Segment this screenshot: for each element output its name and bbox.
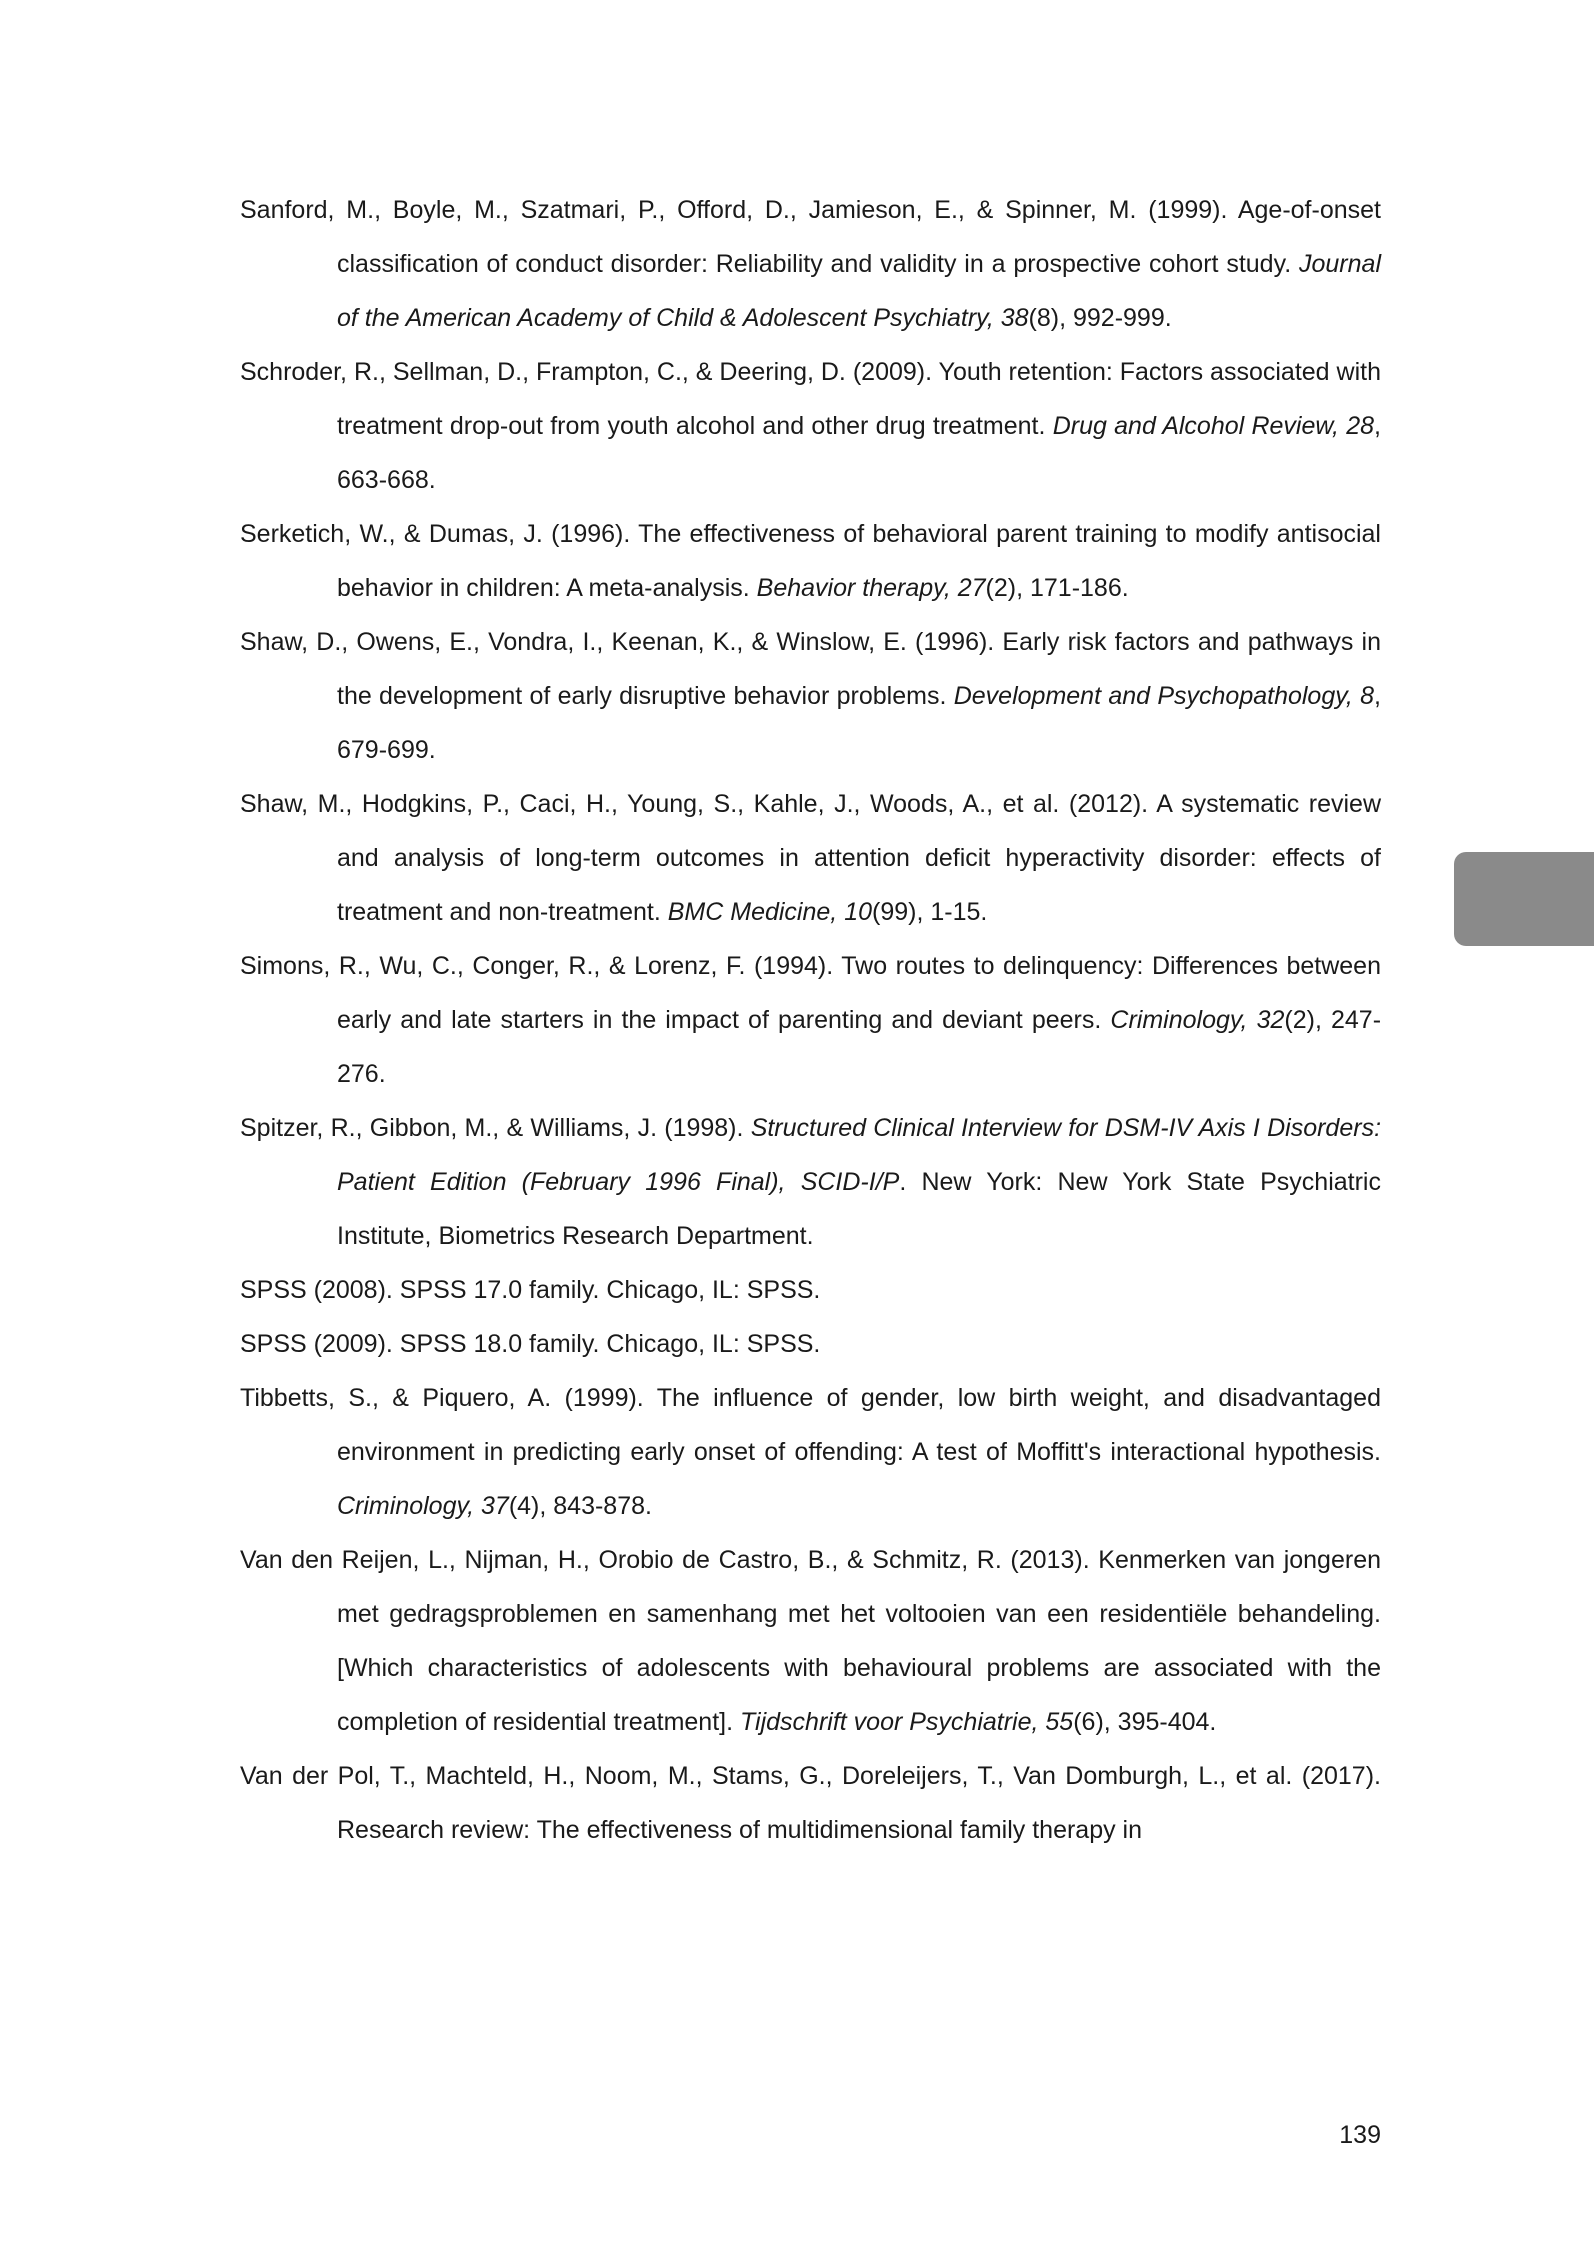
- reference-source-italic: Development and Psychopathology, 8: [953, 682, 1375, 710]
- page-number: 139: [1339, 2121, 1381, 2149]
- reference-text: (6), 395-404.: [1073, 1708, 1217, 1736]
- reference-entry: [240, 1371, 1381, 1533]
- reference-source-italic: Criminology, 32: [1110, 1006, 1285, 1034]
- reference-text: (8), 992-999.: [1028, 304, 1172, 332]
- reference-text: Van der Pol, T., Machteld, H., Noom, M., Stams, G., Doreleijers, T., Van Domburgh, L., et al. (2017). Research review: The effectiveness of multidimensional family therapy in: [240, 1762, 1381, 1844]
- reference-text: . New York: New York State Psychiatric Institute, Biometrics Research Department.: [337, 1168, 1381, 1250]
- reference-source-italic: Drug and Alcohol Review, 28: [1052, 412, 1375, 440]
- reference-source-italic: Structured Clinical Interview for DSM-IV Axis I Disorders: Patient Edition (February 1996 Final), SCID-I/P: [337, 1114, 1382, 1196]
- reference-text: SPSS (2008). SPSS 17.0 family. Chicago, IL: SPSS.: [240, 1276, 821, 1304]
- reference-text: Sanford, M., Boyle, M., Szatmari, P., Offord, D., Jamieson, E., & Spinner, M. (1999). Age-of-onset classification of conduct disorder: Reliability and validity in a prospective cohort study.: [240, 196, 1381, 278]
- reference-entry: [240, 939, 1381, 1101]
- reference-text: Shaw, D., Owens, E., Vondra, I., Keenan, K., & Winslow, E. (1996). Early risk factors and pathways in the development of early disruptive behavior problems.: [240, 628, 1381, 710]
- chapter-tab-marker: [1454, 852, 1594, 946]
- reference-entry: [240, 345, 1381, 507]
- reference-entry: [240, 183, 1381, 345]
- reference-entry: [240, 507, 1381, 615]
- reference-text: , 679-699.: [337, 682, 1381, 764]
- reference-text: , 663-668.: [337, 412, 1381, 494]
- reference-entry: [240, 1263, 1381, 1317]
- reference-source-italic: Behavior therapy, 27: [756, 574, 986, 602]
- reference-entry: [240, 1317, 1381, 1371]
- reference-text: Tibbetts, S., & Piquero, A. (1999). The influence of gender, low birth weight, and disadvantaged environment in predicting early onset of offending: A test of Moffitt's interactional hypothesis.: [240, 1384, 1381, 1466]
- reference-list: [240, 183, 1381, 1857]
- reference-source-italic: BMC Medicine, 10: [667, 898, 872, 926]
- reference-text: Shaw, M., Hodgkins, P., Caci, H., Young, S., Kahle, J., Woods, A., et al. (2012). A systematic review and analysis of long-term outcomes in attention deficit hyperactivity disorder: effects of treatment and non-treatment.: [240, 790, 1381, 926]
- reference-entry: [240, 777, 1381, 939]
- reference-source-italic: Criminology, 37: [337, 1492, 509, 1520]
- reference-text: (2), 247-276.: [337, 1006, 1382, 1088]
- reference-text: (4), 843-878.: [508, 1492, 652, 1520]
- reference-text: (2), 171-186.: [985, 574, 1129, 602]
- reference-text: Schroder, R., Sellman, D., Frampton, C., & Deering, D. (2009). Youth retention: Factors associated with treatment drop-out from youth alcohol and other drug treatment.: [240, 358, 1381, 440]
- reference-entry: [240, 615, 1381, 777]
- reference-text: Serketich, W., & Dumas, J. (1996). The effectiveness of behavioral parent training to modify antisocial behavior in children: A meta-analysis.: [240, 520, 1381, 602]
- reference-text: Simons, R., Wu, C., Conger, R., & Lorenz, F. (1994). Two routes to delinquency: Differences between early and late starters in the impact of parenting and deviant peers.: [240, 952, 1381, 1034]
- reference-text: (99), 1-15.: [872, 898, 988, 926]
- reference-entry: [240, 1101, 1381, 1263]
- reference-source-italic: Journal of the American Academy of Child & Adolescent Psychiatry, 38: [337, 250, 1381, 332]
- reference-entry: [240, 1533, 1381, 1749]
- reference-entry: [240, 1749, 1381, 1857]
- reference-text: Van den Reijen, L., Nijman, H., Orobio de Castro, B., & Schmitz, R. (2013). Kenmerken van jongeren met gedragsproblemen en samenhang met het voltooien van een residentiële behandeling. [Which characteristics of adolescents with behavioural problems are associated with the completion of residential treatment].: [240, 1546, 1381, 1736]
- reference-text: Spitzer, R., Gibbon, M., & Williams, J. (1998).: [240, 1114, 751, 1142]
- reference-text: SPSS (2009). SPSS 18.0 family. Chicago, IL: SPSS.: [240, 1330, 821, 1358]
- reference-source-italic: Tijdschrift voor Psychiatrie, 55: [739, 1708, 1074, 1736]
